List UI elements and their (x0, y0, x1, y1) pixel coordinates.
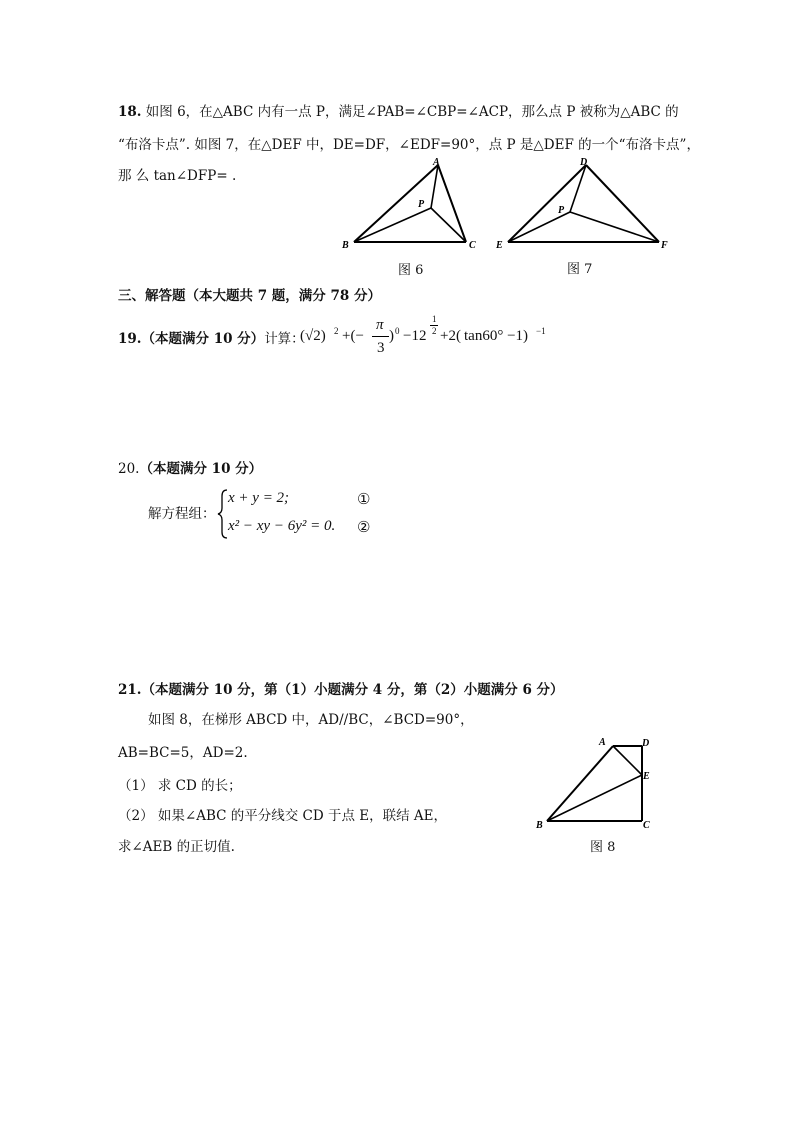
q21-heading (118, 681, 564, 699)
q20-equation-1-mark: ① (357, 492, 371, 508)
q18-line1 (118, 103, 679, 121)
q21-score: （本题满分 10 分，第（1）小题满分 4 分，第（2）小题满分 6 分） (141, 682, 564, 698)
fig8-label-d: D (642, 738, 650, 749)
fig6-side-ab (354, 165, 438, 242)
fig7-label-p: P (558, 205, 565, 216)
fig7-label-e: E (496, 240, 503, 251)
fig8-segment-be (547, 775, 642, 821)
q19-exp-2: 2 (334, 326, 339, 336)
fig8-side-ab (547, 746, 613, 821)
fig8-label-b: B (536, 820, 543, 831)
figure-6 (340, 155, 490, 255)
fig8-label-c: C (643, 820, 650, 831)
q21-line2: AB=BC=5，AD=2. (118, 745, 248, 761)
q20-number: 20. (118, 461, 140, 477)
q18-line2: “布洛卡点”. 如图 7，在△DEF 中，DE=DF，∠EDF=90°，点 P 是△DEF 的一个“布洛卡点”， (118, 137, 700, 153)
fig7-side-de (508, 165, 586, 242)
q19-three: 3 (377, 340, 385, 356)
q19-close-paren: ) (389, 328, 394, 344)
figure-7 (495, 155, 675, 255)
q20-equation-2: x² − xy − 6y² = 0. (228, 518, 336, 534)
q19-exp-neg1: −1 (536, 326, 546, 336)
fig8-caption: 图 8 (590, 840, 616, 855)
q20-prompt: 解方程组： (148, 506, 216, 522)
q19-prompt: 计算： (264, 331, 305, 347)
fig6-label-p: P (418, 199, 425, 210)
q18-number: 18. (118, 104, 142, 120)
q19-plus-neg: +(− (342, 328, 364, 344)
q19-sqrt2: (√2) (300, 328, 326, 344)
q19-heading (118, 330, 305, 348)
q20-heading (118, 460, 262, 478)
q20-equation-1: x + y = 2; (228, 490, 290, 506)
q19-pi: π (376, 317, 384, 333)
q19-fraction-bar (372, 336, 389, 337)
fig8-label-e: E (643, 771, 650, 782)
fig7-segment-ep (508, 212, 570, 242)
q19-exp-half-num: 1 (432, 314, 437, 324)
q18-line3: 那 么 tan∠DFP= . (118, 168, 237, 184)
fig6-segment-bp (354, 208, 431, 242)
q21-part1: （1） 求 CD 的长； (118, 778, 242, 794)
q19-expression (300, 312, 560, 364)
q21-line3: 求∠AEB 的正切值. (118, 839, 235, 855)
q19-minus-12: −12 (403, 328, 427, 344)
fig6-label-b: B (342, 240, 349, 251)
fig6-side-ac (438, 165, 466, 242)
q19-exp-half-den: 2 (432, 326, 437, 336)
fig8-segment-ae (613, 746, 642, 775)
figure-8 (530, 733, 660, 833)
fig7-label-d: D (580, 157, 588, 168)
q19-number: 19. (118, 331, 142, 347)
q19-tan: tan60° −1) (464, 328, 529, 344)
q21-line1: 如图 8，在梯形 ABCD 中，AD//BC，∠BCD=90°， (148, 712, 474, 728)
q19-exp-0: 0 (395, 326, 400, 336)
fig7-label-f: F (661, 240, 668, 251)
q21-part2: （2） 如果∠ABC 的平分线交 CD 于点 E，联结 AE， (118, 808, 448, 824)
q19-plus-2: +2( (440, 328, 461, 344)
q20-score: （本题满分 10 分） (139, 461, 263, 477)
fig6-caption: 图 6 (398, 263, 424, 278)
q19-score: （本题满分 10 分） (141, 331, 265, 347)
q20-equation-2-mark: ② (357, 520, 371, 536)
fig6-label-c: C (469, 240, 476, 251)
q18-text-1: 如图 6，在△ABC 内有一点 P，满足∠PAB=∠CBP=∠ACP，那么点 P 被称为△ABC 的 (145, 104, 679, 120)
fig6-label-a: A (433, 157, 440, 168)
fig7-caption: 图 7 (567, 262, 593, 277)
fig8-label-a: A (599, 737, 606, 748)
section-3-title: 三、解答题（本大题共 7 题，满分 78 分） (118, 288, 381, 304)
q21-number: 21. (118, 682, 142, 698)
